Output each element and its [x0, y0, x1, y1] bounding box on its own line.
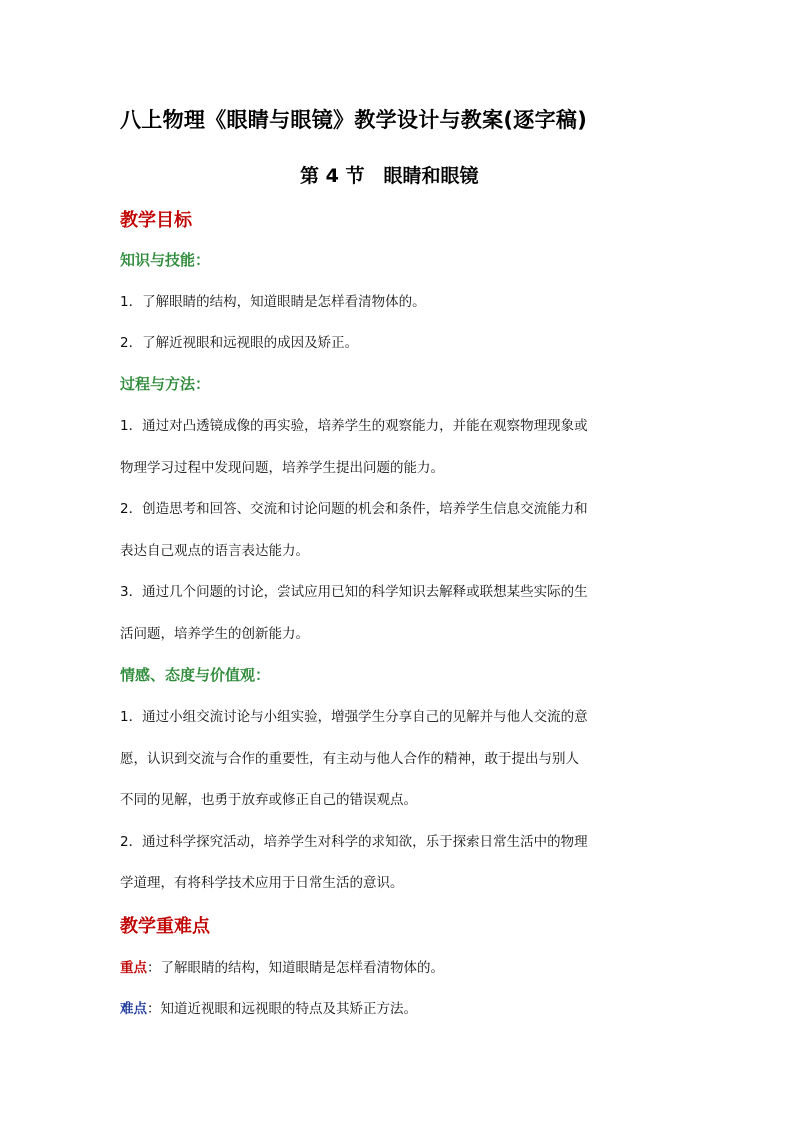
key-point-line: [120, 956, 444, 976]
section-heading-key-difficult: 教学重难点: [120, 916, 210, 937]
paragraph-line: 1．通过对凸透镜成像的再实验，培养学生的观察能力，并能在观察物理现象或: [120, 418, 588, 434]
paragraph-line: 学道理，有将科学技术应用于日常生活的意识。: [120, 875, 404, 891]
paragraph-line: 不同的见解，也勇于放弃或修正自己的错误观点。: [120, 792, 417, 808]
subheading-knowledge-skills: 知识与技能：: [120, 251, 211, 269]
subheading-process-methods: 过程与方法：: [120, 375, 211, 393]
paragraph-line: 2．了解近视眼和远视眼的成因及矫正。: [120, 335, 359, 351]
paragraph-line: 1．了解眼睛的结构，知道眼睛是怎样看清物体的。: [120, 294, 426, 310]
doc-title: 八上物理《眼睛与眼镜》教学设计与教案(逐字稿): [120, 108, 588, 132]
section-heading-objectives: 教学目标: [120, 210, 192, 231]
doc-subtitle: 第 4 节 眼睛和眼镜: [300, 165, 479, 187]
paragraph-line: 2．通过科学探究活动，培养学生对科学的求知欲，乐于探索日常生活中的物理: [120, 834, 588, 850]
paragraph-line: 表达自己观点的语言表达能力。: [120, 543, 309, 559]
paragraph-line: 2．创造思考和回答、交流和讨论问题的机会和条件，培养学生信息交流能力和: [120, 501, 588, 517]
key-point-label: 重点: [120, 960, 147, 976]
paragraph-line: 1．通过小组交流讨论与小组实验，增强学生分享自己的见解并与他人交流的意: [120, 709, 588, 725]
paragraph-line: 3．通过几个问题的讨论，尝试应用已知的科学知识去解释或联想某些实际的生: [120, 584, 588, 600]
key-point-text: ：了解眼睛的结构，知道眼睛是怎样看清物体的。: [147, 960, 444, 976]
subheading-emotion-values: 情感、态度与价值观：: [120, 666, 271, 684]
paragraph-line: 活问题，培养学生的创新能力。: [120, 626, 309, 642]
paragraph-line: 愿，认识到交流与合作的重要性，有主动与他人合作的精神，敢于提出与别人: [120, 751, 579, 767]
difficult-point-label: 难点: [120, 1001, 147, 1017]
paragraph-line: 物理学习过程中发现问题，培养学生提出问题的能力。: [120, 460, 444, 476]
difficult-point-line: [120, 997, 417, 1017]
difficult-point-text: ：知道近视眼和远视眼的特点及其矫正方法。: [147, 1001, 417, 1017]
